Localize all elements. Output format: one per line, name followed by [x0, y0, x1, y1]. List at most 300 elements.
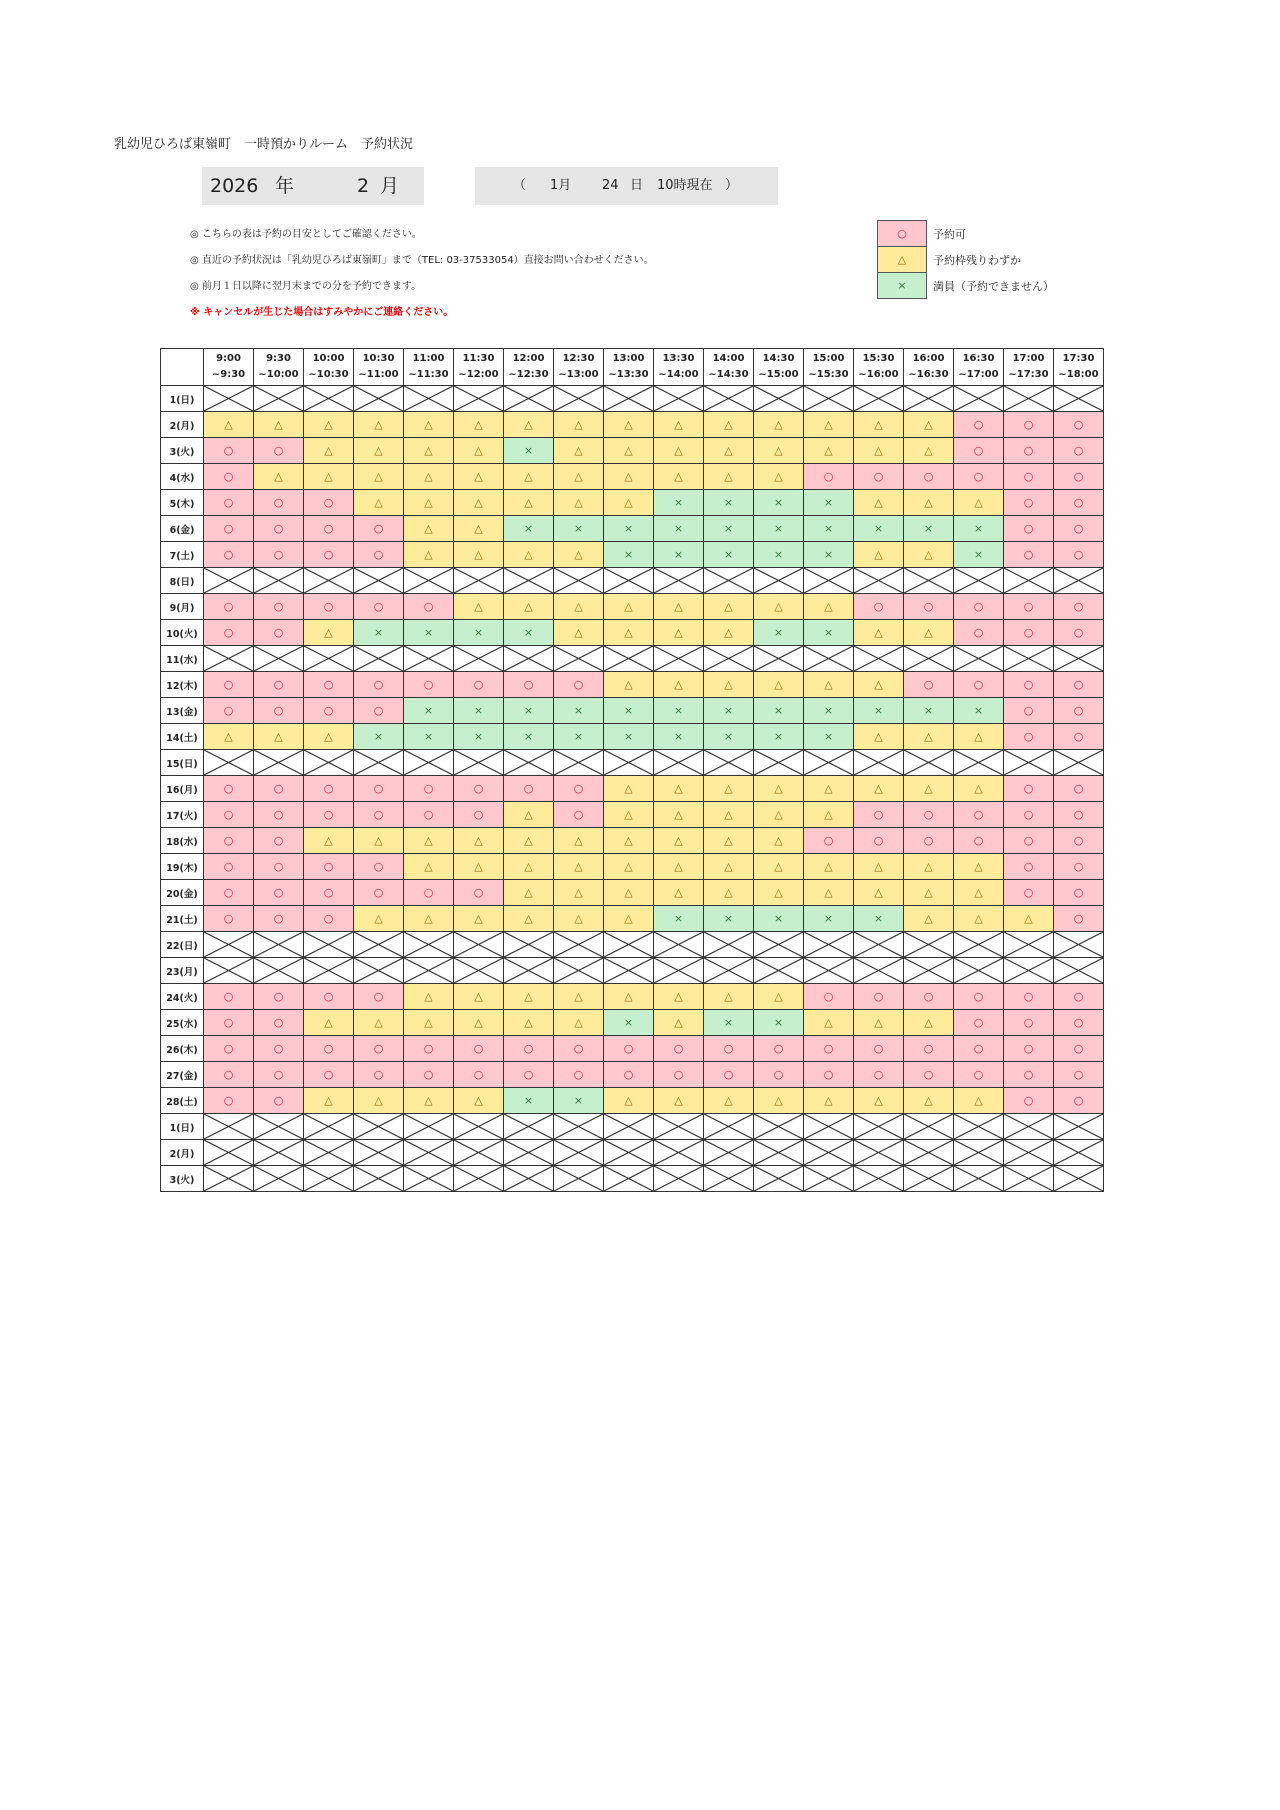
- day-row: [161, 594, 1104, 620]
- slot-cell: △: [404, 854, 454, 880]
- closed-cell: [1054, 646, 1104, 672]
- closed-cell: [504, 646, 554, 672]
- month-unit: 月: [380, 175, 400, 197]
- slot-cell: △: [804, 438, 854, 464]
- day-row: [161, 1140, 1104, 1166]
- slot-cell: ×: [854, 516, 904, 542]
- slot-cell: ○: [704, 1036, 754, 1062]
- slot-cell: ○: [354, 594, 404, 620]
- slot-cell: ○: [904, 464, 954, 490]
- time-slot-end: ~15:30: [808, 369, 849, 380]
- slot-cell: △: [704, 620, 754, 646]
- time-slot-start: 12:00: [512, 353, 545, 364]
- slot-cell: ×: [404, 620, 454, 646]
- slot-cell: ○: [1004, 828, 1054, 854]
- slot-cell: ×: [354, 620, 404, 646]
- slot-cell: ○: [204, 1010, 254, 1036]
- slot-cell: △: [654, 672, 704, 698]
- closed-cell: [604, 750, 654, 776]
- slot-cell: ○: [304, 594, 354, 620]
- slot-cell: △: [854, 412, 904, 438]
- closed-cell: [454, 1140, 504, 1166]
- slot-cell: ○: [954, 1062, 1004, 1088]
- slot-cell: ○: [1054, 490, 1104, 516]
- slot-cell: ○: [1054, 1088, 1104, 1114]
- slot-cell: ○: [204, 438, 254, 464]
- slot-cell: △: [804, 1088, 854, 1114]
- closed-cell: [854, 646, 904, 672]
- slot-cell: ×: [554, 1088, 604, 1114]
- slot-cell: ×: [954, 698, 1004, 724]
- slot-cell: ×: [604, 1010, 654, 1036]
- time-slot-header: [454, 349, 504, 386]
- slot-cell: △: [704, 854, 754, 880]
- slot-cell: ○: [1054, 1010, 1104, 1036]
- slot-cell: △: [354, 464, 404, 490]
- slot-cell: ○: [804, 1036, 854, 1062]
- slot-cell: △: [854, 1010, 904, 1036]
- slot-cell: ○: [754, 1062, 804, 1088]
- slot-cell: △: [504, 542, 554, 568]
- day-label: 17(火): [161, 802, 204, 828]
- slot-cell: ○: [454, 1036, 504, 1062]
- closed-cell: [804, 568, 854, 594]
- slot-cell: △: [504, 984, 554, 1010]
- slot-cell: ○: [254, 542, 304, 568]
- closed-cell: [1004, 750, 1054, 776]
- closed-cell: [454, 386, 504, 412]
- slot-cell: ×: [804, 906, 854, 932]
- slot-cell: ○: [354, 1036, 404, 1062]
- day-label: 9(月): [161, 594, 204, 620]
- slot-cell: △: [754, 438, 804, 464]
- day-row: [161, 854, 1104, 880]
- closed-cell: [354, 1140, 404, 1166]
- slot-cell: △: [854, 672, 904, 698]
- slot-cell: △: [904, 1088, 954, 1114]
- slot-cell: △: [904, 724, 954, 750]
- closed-cell: [1054, 750, 1104, 776]
- slot-cell: △: [904, 854, 954, 880]
- time-slot-start: 14:00: [712, 353, 745, 364]
- closed-cell: [654, 958, 704, 984]
- closed-cell: [704, 958, 754, 984]
- slot-cell: △: [554, 490, 604, 516]
- day-row: [161, 672, 1104, 698]
- slot-cell: ○: [1054, 516, 1104, 542]
- slot-cell: △: [754, 776, 804, 802]
- slot-cell: △: [554, 854, 604, 880]
- closed-cell: [204, 750, 254, 776]
- slot-cell: ○: [1054, 880, 1104, 906]
- closed-cell: [1004, 1140, 1054, 1166]
- slot-cell: ○: [654, 1036, 704, 1062]
- day-label: 18(水): [161, 828, 204, 854]
- slot-cell: ○: [304, 490, 354, 516]
- closed-cell: [1004, 932, 1054, 958]
- slot-cell: △: [504, 906, 554, 932]
- day-row: [161, 724, 1104, 750]
- year-value: 2026: [210, 175, 259, 197]
- slot-cell: △: [354, 412, 404, 438]
- closed-cell: [854, 1114, 904, 1140]
- slot-cell: ○: [554, 672, 604, 698]
- slot-cell: ○: [204, 776, 254, 802]
- time-slot-end: ~16:00: [858, 369, 899, 380]
- closed-cell: [554, 1140, 604, 1166]
- closed-cell: [1004, 958, 1054, 984]
- slot-cell: △: [654, 854, 704, 880]
- slot-cell: ○: [1004, 464, 1054, 490]
- slot-cell: △: [604, 828, 654, 854]
- slot-cell: △: [504, 802, 554, 828]
- slot-cell: △: [304, 438, 354, 464]
- slot-cell: ○: [254, 828, 304, 854]
- slot-cell: ×: [554, 698, 604, 724]
- slot-cell: △: [304, 412, 354, 438]
- year-unit: 年: [275, 175, 295, 197]
- closed-cell: [254, 932, 304, 958]
- slot-cell: ○: [1054, 776, 1104, 802]
- slot-cell: △: [604, 438, 654, 464]
- closed-cell: [904, 1166, 954, 1192]
- slot-cell: △: [454, 464, 504, 490]
- slot-cell: △: [854, 776, 904, 802]
- closed-cell: [604, 1166, 654, 1192]
- time-slot-start: 15:00: [812, 353, 845, 364]
- note-item: ◎ こちらの表は予約の目安としてご確認ください。: [190, 229, 422, 240]
- slot-cell: △: [304, 620, 354, 646]
- slot-cell: △: [854, 542, 904, 568]
- closed-cell: [1054, 958, 1104, 984]
- time-slot-end: ~17:30: [1008, 369, 1049, 380]
- closed-cell: [1054, 568, 1104, 594]
- slot-cell: ○: [854, 984, 904, 1010]
- slot-cell: △: [354, 828, 404, 854]
- slot-cell: ○: [1004, 490, 1054, 516]
- slot-cell: ○: [1054, 802, 1104, 828]
- time-slot-end: ~9:30: [211, 369, 246, 380]
- slot-cell: △: [804, 776, 854, 802]
- slot-cell: △: [654, 828, 704, 854]
- closed-cell: [954, 568, 1004, 594]
- day-label: 27(金): [161, 1062, 204, 1088]
- closed-cell: [354, 646, 404, 672]
- slot-cell: △: [454, 594, 504, 620]
- closed-cell: [404, 958, 454, 984]
- day-label: 8(日): [161, 568, 204, 594]
- slot-cell: △: [454, 516, 504, 542]
- day-row: [161, 646, 1104, 672]
- closed-cell: [854, 932, 904, 958]
- slot-cell: △: [554, 412, 604, 438]
- time-slot-header: [204, 349, 254, 386]
- closed-cell: [804, 1166, 854, 1192]
- slot-cell: △: [704, 464, 754, 490]
- slot-cell: △: [704, 984, 754, 1010]
- slot-cell: ○: [404, 594, 454, 620]
- legend-item: [878, 247, 1055, 273]
- slot-cell: ×: [404, 698, 454, 724]
- slot-cell: △: [404, 1088, 454, 1114]
- slot-cell: △: [504, 490, 554, 516]
- closed-cell: [304, 386, 354, 412]
- day-label: 10(火): [161, 620, 204, 646]
- slot-cell: △: [454, 984, 504, 1010]
- slot-cell: ○: [304, 672, 354, 698]
- slot-cell: △: [804, 594, 854, 620]
- slot-cell: ×: [754, 542, 804, 568]
- slot-cell: △: [754, 1088, 804, 1114]
- slot-cell: ○: [254, 880, 304, 906]
- slot-cell: ○: [1004, 698, 1054, 724]
- closed-cell: [404, 1140, 454, 1166]
- time-slot-start: 17:00: [1012, 353, 1045, 364]
- slot-cell: ○: [254, 1036, 304, 1062]
- time-slot-header: [504, 349, 554, 386]
- time-slot-end: ~14:30: [708, 369, 749, 380]
- time-slot-start: 15:30: [862, 353, 895, 364]
- slot-cell: ○: [1004, 594, 1054, 620]
- slot-cell: ○: [204, 802, 254, 828]
- day-label: 20(金): [161, 880, 204, 906]
- as-of-day: 24: [602, 178, 619, 193]
- closed-cell: [204, 1166, 254, 1192]
- slot-cell: ○: [954, 620, 1004, 646]
- closed-cell: [704, 568, 754, 594]
- slot-cell: ○: [354, 516, 404, 542]
- slot-cell: ○: [1054, 672, 1104, 698]
- time-slot-header: [1054, 349, 1104, 386]
- slot-cell: ×: [704, 906, 754, 932]
- closed-cell: [804, 646, 854, 672]
- day-label: 26(木): [161, 1036, 204, 1062]
- closed-cell: [704, 932, 754, 958]
- day-row: [161, 1010, 1104, 1036]
- time-slot-header: [954, 349, 1004, 386]
- closed-cell: [254, 1140, 304, 1166]
- day-row: [161, 464, 1104, 490]
- slot-cell: △: [904, 1010, 954, 1036]
- closed-cell: [754, 750, 804, 776]
- day-row: [161, 620, 1104, 646]
- slot-cell: ○: [1054, 620, 1104, 646]
- closed-cell: [904, 932, 954, 958]
- closed-cell: [754, 646, 804, 672]
- slot-cell: ○: [1054, 438, 1104, 464]
- slot-cell: △: [404, 412, 454, 438]
- closed-cell: [554, 958, 604, 984]
- slot-cell: ○: [554, 776, 604, 802]
- slot-cell: ×: [604, 724, 654, 750]
- slot-cell: ○: [304, 776, 354, 802]
- slot-cell: ○: [1004, 776, 1054, 802]
- closed-cell: [504, 1166, 554, 1192]
- time-slot-start: 12:30: [562, 353, 595, 364]
- closed-cell: [854, 1140, 904, 1166]
- closed-cell: [954, 1114, 1004, 1140]
- slot-cell: ×: [754, 724, 804, 750]
- time-slot-header: [404, 349, 454, 386]
- slot-cell: ×: [654, 490, 704, 516]
- slot-cell: △: [954, 724, 1004, 750]
- slot-cell: ○: [304, 542, 354, 568]
- slot-cell: △: [804, 802, 854, 828]
- slot-cell: ○: [204, 490, 254, 516]
- slot-cell: ×: [504, 724, 554, 750]
- slot-cell: ○: [1004, 1010, 1054, 1036]
- time-slot-start: 10:30: [362, 353, 395, 364]
- slot-cell: △: [304, 1088, 354, 1114]
- time-slot-end: ~17:00: [958, 369, 999, 380]
- time-slot-start: 16:00: [912, 353, 945, 364]
- day-label: 2(月): [161, 412, 204, 438]
- slot-cell: △: [454, 1010, 504, 1036]
- closed-cell: [504, 750, 554, 776]
- slot-cell: ○: [1004, 1036, 1054, 1062]
- slot-cell: ×: [804, 516, 854, 542]
- day-label: 12(木): [161, 672, 204, 698]
- closed-cell: [1004, 1114, 1054, 1140]
- closed-cell: [704, 1114, 754, 1140]
- slot-cell: ○: [1054, 906, 1104, 932]
- closed-cell: [254, 958, 304, 984]
- slot-cell: ○: [554, 1036, 604, 1062]
- slot-cell: △: [704, 828, 754, 854]
- slot-cell: ○: [304, 516, 354, 542]
- slot-cell: △: [454, 542, 504, 568]
- day-row: [161, 516, 1104, 542]
- slot-cell: ○: [1004, 1062, 1054, 1088]
- slot-cell: ×: [804, 542, 854, 568]
- slot-cell: ○: [954, 802, 1004, 828]
- time-slot-end: ~18:00: [1058, 369, 1099, 380]
- slot-cell: ○: [654, 1062, 704, 1088]
- slot-cell: ○: [1004, 438, 1054, 464]
- closed-cell: [804, 386, 854, 412]
- reservation-table: [160, 348, 1104, 1192]
- slot-cell: △: [704, 1088, 754, 1114]
- closed-cell: [804, 958, 854, 984]
- day-label: 22(日): [161, 932, 204, 958]
- slot-cell: ○: [904, 594, 954, 620]
- closed-cell: [754, 1140, 804, 1166]
- slot-cell: △: [654, 438, 704, 464]
- closed-cell: [404, 932, 454, 958]
- slot-cell: △: [404, 828, 454, 854]
- slot-cell: △: [754, 854, 804, 880]
- time-slot-start: 10:00: [312, 353, 345, 364]
- slot-cell: △: [204, 412, 254, 438]
- closed-cell: [354, 750, 404, 776]
- closed-cell: [854, 568, 904, 594]
- slot-cell: ×: [904, 698, 954, 724]
- closed-cell: [1004, 568, 1054, 594]
- closed-cell: [954, 1166, 1004, 1192]
- slot-cell: △: [404, 464, 454, 490]
- day-label: 11(水): [161, 646, 204, 672]
- slot-cell: ×: [654, 906, 704, 932]
- slot-cell: ○: [204, 594, 254, 620]
- closed-cell: [204, 958, 254, 984]
- closed-cell: [254, 386, 304, 412]
- closed-cell: [604, 646, 654, 672]
- slot-cell: △: [404, 438, 454, 464]
- slot-cell: ×: [804, 490, 854, 516]
- slot-cell: ○: [354, 1062, 404, 1088]
- slot-cell: ○: [1054, 412, 1104, 438]
- slot-cell: ○: [1054, 542, 1104, 568]
- slot-cell: △: [604, 854, 654, 880]
- closed-cell: [1004, 1166, 1054, 1192]
- slot-cell: ○: [1004, 880, 1054, 906]
- slot-cell: ○: [1054, 698, 1104, 724]
- day-label: 1(日): [161, 1114, 204, 1140]
- closed-cell: [354, 932, 404, 958]
- closed-cell: [454, 750, 504, 776]
- slot-cell: △: [554, 594, 604, 620]
- slot-cell: △: [954, 880, 1004, 906]
- slot-cell: ×: [754, 906, 804, 932]
- slot-cell: △: [604, 984, 654, 1010]
- slot-cell: ○: [1054, 1036, 1104, 1062]
- slot-cell: ○: [954, 1010, 1004, 1036]
- closed-cell: [254, 750, 304, 776]
- closed-cell: [754, 932, 804, 958]
- slot-cell: △: [604, 490, 654, 516]
- time-slot-start: 11:30: [462, 353, 495, 364]
- slot-cell: ○: [454, 776, 504, 802]
- slot-cell: ×: [854, 906, 904, 932]
- slot-cell: △: [504, 594, 554, 620]
- time-slot-end: ~10:30: [308, 369, 349, 380]
- slot-cell: ×: [704, 542, 754, 568]
- legend-symbol-few-left: △: [878, 247, 927, 273]
- slot-cell: ×: [804, 698, 854, 724]
- slot-cell: ○: [204, 880, 254, 906]
- closed-cell: [204, 1114, 254, 1140]
- slot-cell: △: [754, 802, 804, 828]
- closed-cell: [354, 958, 404, 984]
- slot-cell: △: [654, 1088, 704, 1114]
- slot-cell: △: [404, 906, 454, 932]
- slot-cell: △: [404, 516, 454, 542]
- slot-cell: △: [354, 1088, 404, 1114]
- cancel-warning: ※ キャンセルが生じた場合はすみやかにご連絡ください。: [190, 307, 454, 318]
- closed-cell: [604, 932, 654, 958]
- closed-cell: [554, 932, 604, 958]
- day-label: 1(日): [161, 386, 204, 412]
- closed-cell: [204, 1140, 254, 1166]
- slot-cell: ○: [254, 1010, 304, 1036]
- slot-cell: △: [704, 412, 754, 438]
- day-row: [161, 1088, 1104, 1114]
- slot-cell: △: [654, 1010, 704, 1036]
- slot-cell: ○: [404, 1062, 454, 1088]
- slot-cell: △: [354, 490, 404, 516]
- slot-cell: ○: [854, 1062, 904, 1088]
- slot-cell: ○: [904, 802, 954, 828]
- closed-cell: [404, 568, 454, 594]
- slot-cell: ○: [754, 1036, 804, 1062]
- slot-cell: ○: [1054, 594, 1104, 620]
- closed-cell: [304, 568, 354, 594]
- closed-cell: [404, 750, 454, 776]
- closed-cell: [1054, 1166, 1104, 1192]
- closed-cell: [304, 1166, 354, 1192]
- closed-cell: [304, 1140, 354, 1166]
- closed-cell: [604, 568, 654, 594]
